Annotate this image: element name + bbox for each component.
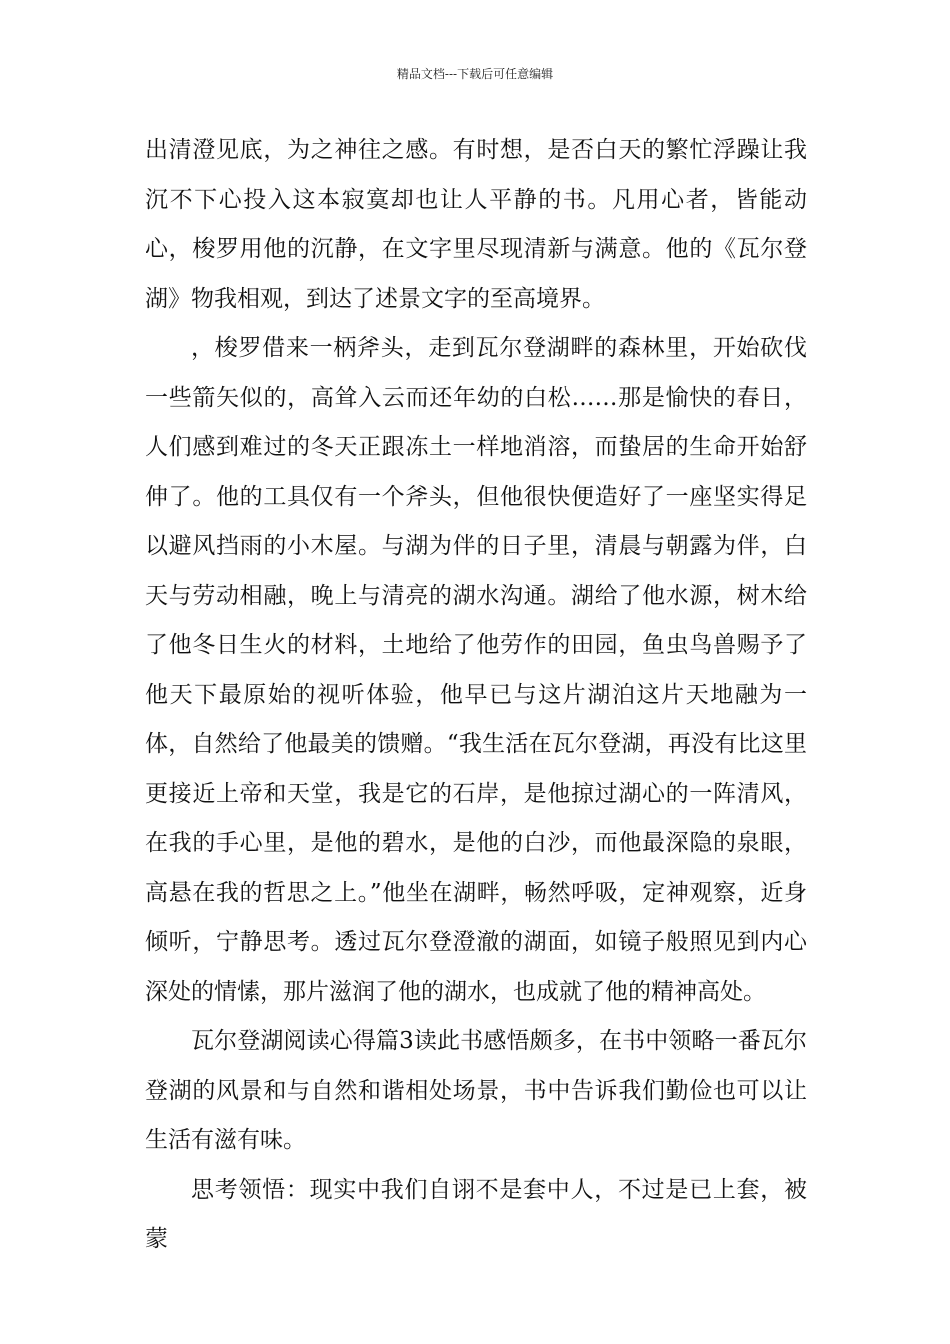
- paragraph-2: ，梭罗借来一柄斧头，走到瓦尔登湖畔的森林里，开始砍伐一些箭矢似的，高耸入云而还年幼的白松……那是愉快的春日，人们感到难过的冬天正跟冻土一样地消溶，而蛰居的生命开始舒伸了。他的工具仅有一个斧头，但他很快便造好了一座坚实得足以避风挡雨的小木屋。与湖为伴的日子里，清晨与朝露为伴，白天与劳动相融，晚上与清亮的湖水沟通。湖给了他水源，树木给了他冬日生火的材料，土地给了他劳作的田园，鱼虫鸟兽赐予了他天下最原始的视听体验，他早已与这片湖泊这片天地融为一体，自然给了他最美的馈赠。“我生活在瓦尔登湖，再没有比这里更接近上帝和天堂，我是它的石岸，是他掠过湖心的一阵清风，在我的手心里，是他的碧水，是他的白沙，而他最深隐的泉眼，高悬在我的哲思之上。”他坐在湖畔，畅然呼吸，定神观察，近身倾听，宁静思考。透过瓦尔登澄澈的湖面，如镜子般照见到内心深处的情愫，那片滋润了他的湖水，也成就了他的精神高处。: [145, 335, 807, 1005]
- paragraph-3: 瓦尔登湖阅读心得篇3读此书感悟颇多，在书中领略一番瓦尔登湖的风景和与自然和谐相处场景，书中告诉我们勤俭也可以让生活有滋有味。: [145, 1028, 807, 1153]
- paragraph-4: 思考领悟：现实中我们自诩不是套中人，不过是已上套，被蒙: [145, 1176, 807, 1252]
- paragraph-1: 出清澄见底，为之神往之感。有时想，是否白天的繁忙浮躁让我沉不下心投入这本寂寞却也让人平静的书。凡用心者，皆能动心，梭罗用他的沉静，在文字里尽现清新与满意。他的《瓦尔登湖》物我相观，到达了述景文字的至高境界。: [145, 137, 807, 312]
- document-body: [145, 126, 807, 1265]
- page-header: 精品文档---下载后可任意编辑: [396, 67, 554, 81]
